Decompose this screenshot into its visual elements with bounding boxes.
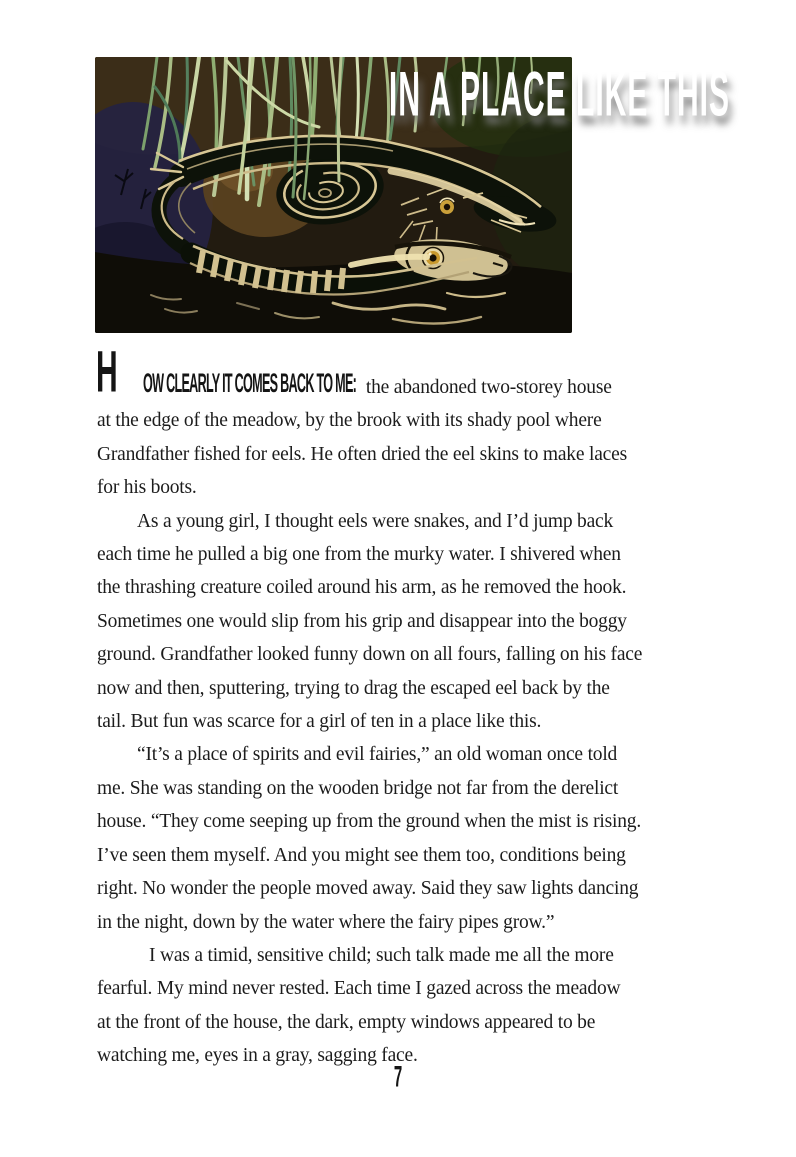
paragraphs-container (97, 371, 761, 1073)
body-paragraph: I was a timid, sensitive child; such talk made me all the more fearful. My mind never rested. Each time I gazed across the meadow at the front of the house, the dark, empty windows appeared to be watching me, eyes in a gray, sagging face. (97, 944, 621, 1067)
body-paragraph: OW CLEARLY IT COMES BACK TO ME: the abandoned two-storey house at the edge of the meadow, by the brook with its shady pool where Grandfather fished for eels. He often dried the eel skins to make laces for his boots. (97, 369, 627, 499)
drop-cap-letter: H (96, 340, 118, 406)
chapter-title: IN A PLACE LIKE THIS (388, 60, 730, 131)
body-text (96, 340, 761, 1073)
page-number: 7 (393, 1060, 403, 1095)
body-paragraph: As a young girl, I thought eels were snakes, and I’d jump back each time he pulled a big one from the murky water. I shivered when the thrashing creature coiled around his arm, as he removed the hook. Sometimes one would slip from his grip and disappear into the boggy ground. Grandfather looked funny down on all fours, falling on his face now and then, sputtering, trying to drag the escaped eel back by the tail. But fun was scarce for a girl of ten in a place like this. (97, 510, 643, 733)
body-paragraph: “It’s a place of spirits and evil fairies,” an old woman once told me. She was standing on the wooden bridge not far from the derelict house. “They come seeping up from the ground when the mist is rising. I’ve seen them myself. And you might see them too, conditions being right. No wonder the people moved away. Said they saw lights dancing in the night, down by the water where the fairy pipes grow.” (97, 744, 642, 933)
lead-in-phrase: OW CLEARLY IT COMES BACK TO ME: (143, 369, 357, 399)
